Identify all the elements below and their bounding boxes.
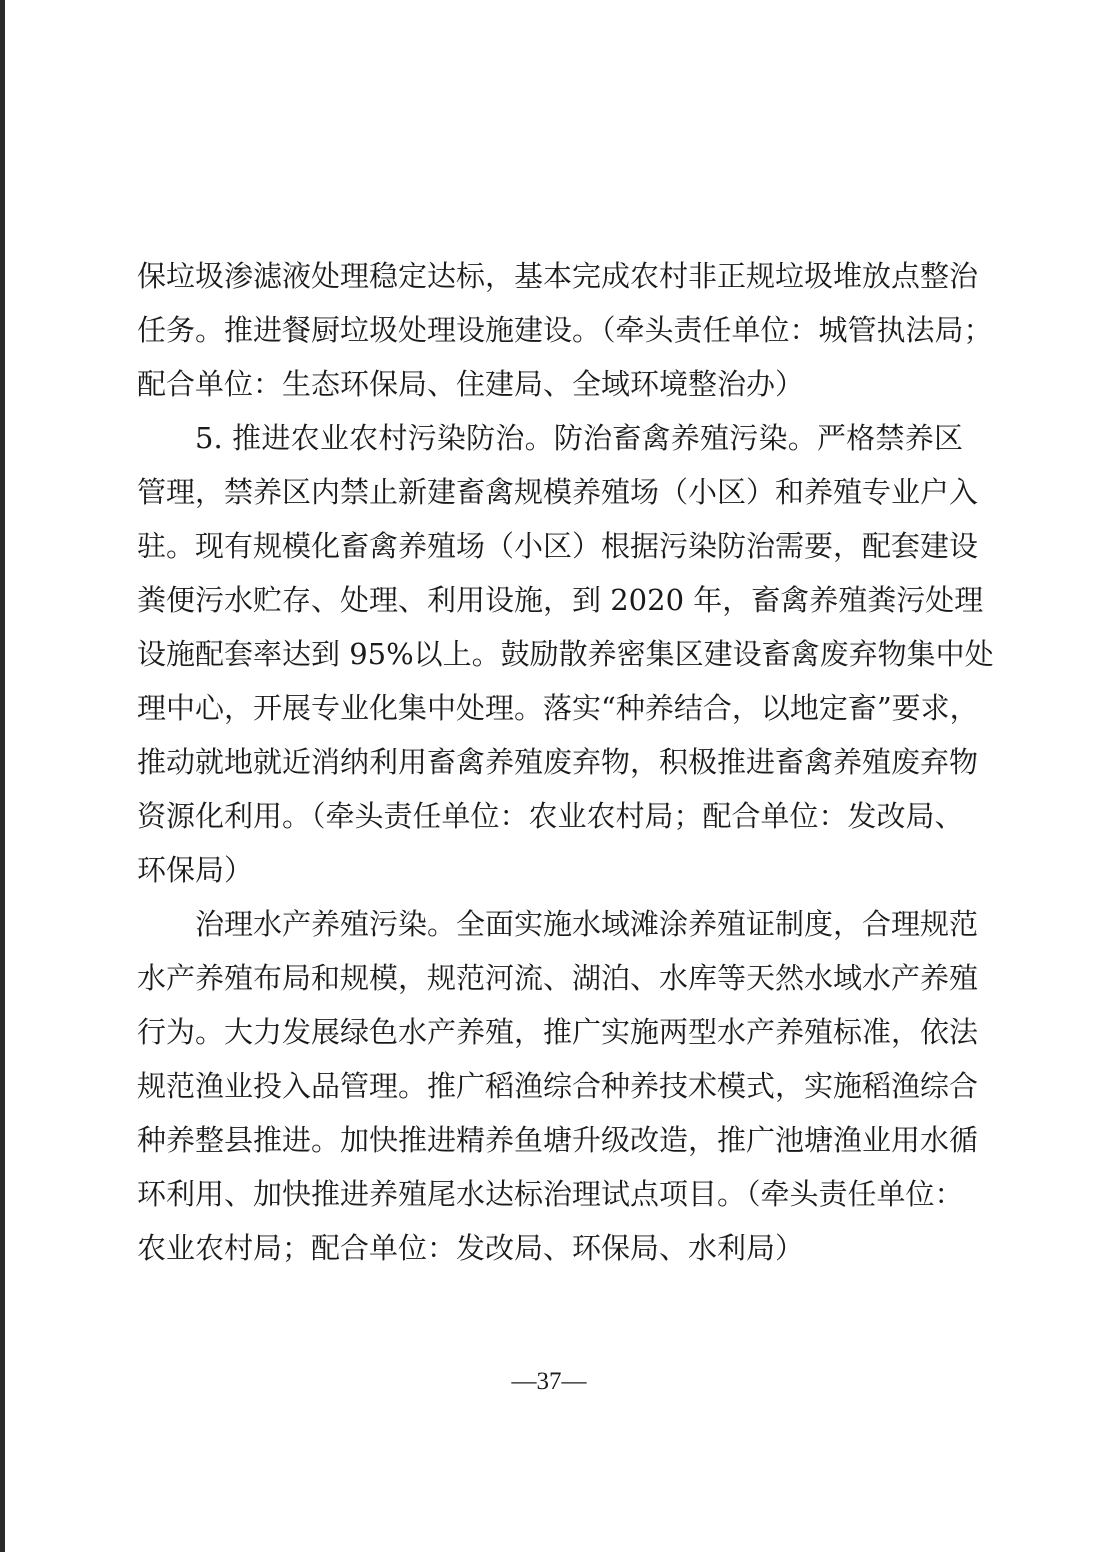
- text-line: 治理水产养殖污染。全面实施水域滩涂养殖证制度，合理规范: [195, 907, 979, 941]
- text-line: 资源化利用。（牵头责任单位：农业农村局；配合单位：发改局、: [137, 799, 964, 833]
- text-line: 配合单位：生态环保局、住建局、全域环境整治办）: [137, 367, 805, 401]
- text-line: 推动就地就近消纳利用畜禽养殖废弃物，积极推进畜禽养殖废弃物: [137, 745, 979, 779]
- text-line: 行为。大力发展绿色水产养殖，推广实施两型水产养殖标准，依法: [137, 1015, 979, 1049]
- page-edge-shadow: [0, 0, 5, 1552]
- text-line: 保垃圾渗滤液处理稳定达标，基本完成农村非正规垃圾堆放点整治: [137, 259, 979, 293]
- text-line: 规范渔业投入品管理。推广稻渔综合种养技术模式，实施稻渔综合: [137, 1069, 979, 1103]
- text-line: 理中心，开展专业化集中处理。落实“种养结合，以地定畜”要求，: [137, 691, 979, 725]
- text-line: 环保局）: [137, 853, 254, 887]
- text-line: 5. 推进农业农村污染防治。防治畜禽养殖污染。严格禁养区: [195, 421, 963, 455]
- text-line: 管理，禁养区内禁止新建畜禽规模养殖场（小区）和养殖专业户入: [137, 475, 979, 509]
- paragraph-1: [137, 249, 993, 411]
- text-line: 任务。推进餐厨垃圾处理设施建设。（牵头责任单位：城管执法局；: [137, 313, 993, 347]
- paragraph-2: [137, 411, 994, 897]
- text-line: 环利用、加快推进养殖尾水达标治理试点项目。（牵头责任单位：: [137, 1177, 964, 1211]
- document-body: [137, 249, 994, 1275]
- text-line: 水产养殖布局和规模，规范河流、湖泊、水库等天然水域水产养殖: [137, 961, 979, 995]
- text-line: 种养整县推进。加快推进精养鱼塘升级改造，推广池塘渔业用水循: [137, 1123, 979, 1157]
- text-line: 农业农村局；配合单位：发改局、环保局、水利局）: [137, 1231, 805, 1265]
- text-line: 驻。现有规模化畜禽养殖场（小区）根据污染防治需要，配套建设: [137, 529, 979, 563]
- paragraph-3: [137, 897, 979, 1275]
- text-line: 设施配套率达到 95%以上。鼓励散养密集区建设畜禽废弃物集中处: [137, 637, 994, 671]
- page-number: —37—: [511, 1368, 587, 1395]
- text-line: 粪便污水贮存、处理、利用设施，到 2020 年，畜禽养殖粪污处理: [137, 583, 984, 617]
